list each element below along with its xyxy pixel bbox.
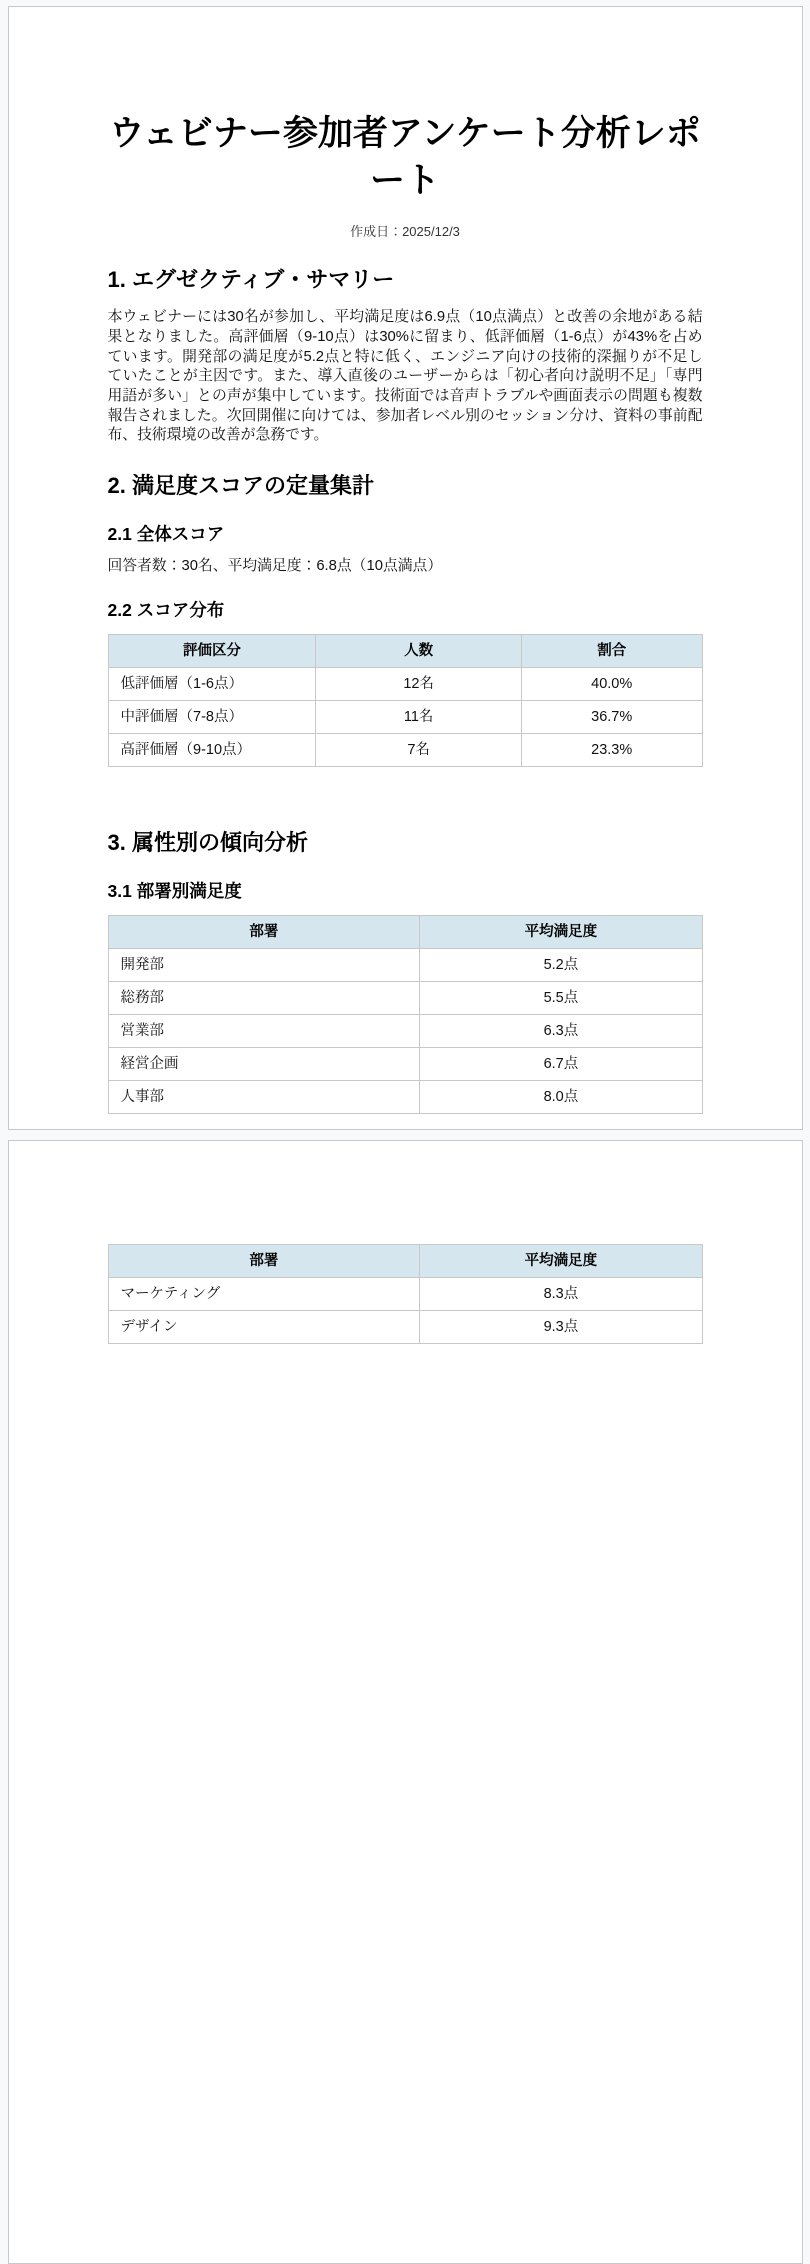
table-header-row [108,634,702,667]
table-header-row [108,915,702,948]
table-cell: 23.3% [521,734,702,767]
table-row [108,701,702,734]
section-3-heading: 3. 属性別の傾向分析 [107,830,308,856]
column-header: 部署 [108,1245,420,1278]
section-2-2-heading: 2.2 スコア分布 [107,600,225,621]
section-3-1-heading: 3.1 部署別満足度 [107,880,242,901]
section-2-heading: 2. 満足度スコアの定量集計 [107,473,374,499]
table-cell: 5.5点 [420,981,702,1014]
table-cell: 開発部 [108,948,420,981]
report-page-2 [8,1140,803,2264]
table-cell: マーケティング [108,1278,420,1311]
column-header: 部署 [108,915,420,948]
table-cell: 8.0点 [420,1081,702,1114]
document-viewer-canvas [0,6,810,2264]
department-score-table-page1 [108,915,703,1115]
table-row [108,734,702,767]
table-row [108,1015,702,1048]
table-row [108,1278,702,1311]
report-page-1 [8,6,803,1130]
table-row [108,667,702,700]
column-header: 評価区分 [108,634,316,667]
table-cell: 低評価層（1-6点） [108,667,316,700]
table-row [108,981,702,1014]
table-cell: 7名 [316,734,522,767]
table-row [108,1311,702,1344]
column-header: 人数 [316,634,522,667]
table-cell: 6.7点 [420,1048,702,1081]
table-cell: 5.2点 [420,948,702,981]
table-cell: 経営企画 [108,1048,420,1081]
table-cell: 人事部 [108,1081,420,1114]
table-cell: 11名 [316,701,522,734]
table-cell: 36.7% [521,701,702,734]
table-cell: 高評価層（9-10点） [108,734,316,767]
table-cell: デザイン [108,1311,420,1344]
section-1-heading: 1. エグゼクティブ・サマリー [107,266,395,292]
column-header: 平均満足度 [420,1245,702,1278]
table-cell: 中評価層（7-8点） [108,701,316,734]
table-header-row [108,1245,702,1278]
table-row [108,1081,702,1114]
section-1-body: 本ウェビナーには30名が参加し、平均満足度は6.9点（10点満点）と改善の余地がある結果となりました。高評価層（9-10点）は30%に留まり、低評価層（1-6点）が43%を占めています。開発部の満足度が5.2点と特に低く、エンジニア向けの技術的深掘りが不足していたことが主因です。また、導入直後のユーザーからは「初心者向け説明不足」「専門用語が多い」との声が集中しています。技術面では音声トラブルや画面表示の問題も複数報告されました。次回開催に向けては、参加者レベル別のセッション分け、資料の事前配布、技術環境の改善が急務です。 [107,309,703,444]
column-header: 平均満足度 [420,915,702,948]
column-header: 割合 [521,634,702,667]
table-cell: 12名 [316,667,522,700]
table-cell: 8.3点 [420,1278,702,1311]
table-cell: 総務部 [108,981,420,1014]
report-title: ウェビナー参加者アンケート分析レポート [109,114,701,200]
section-2-1-heading: 2.1 全体スコア [107,523,225,544]
table-row [108,1048,702,1081]
table-row [108,948,702,981]
table-cell: 6.3点 [420,1015,702,1048]
score-distribution-table [108,634,703,768]
table-cell: 9.3点 [420,1311,702,1344]
section-2-1-body: 回答者数：30名、平均満足度：6.8点（10点満点） [107,558,443,575]
report-date: 作成日：2025/12/3 [350,223,460,239]
table-cell: 40.0% [521,667,702,700]
department-score-table-page2 [108,1244,703,1344]
table-cell: 営業部 [108,1015,420,1048]
